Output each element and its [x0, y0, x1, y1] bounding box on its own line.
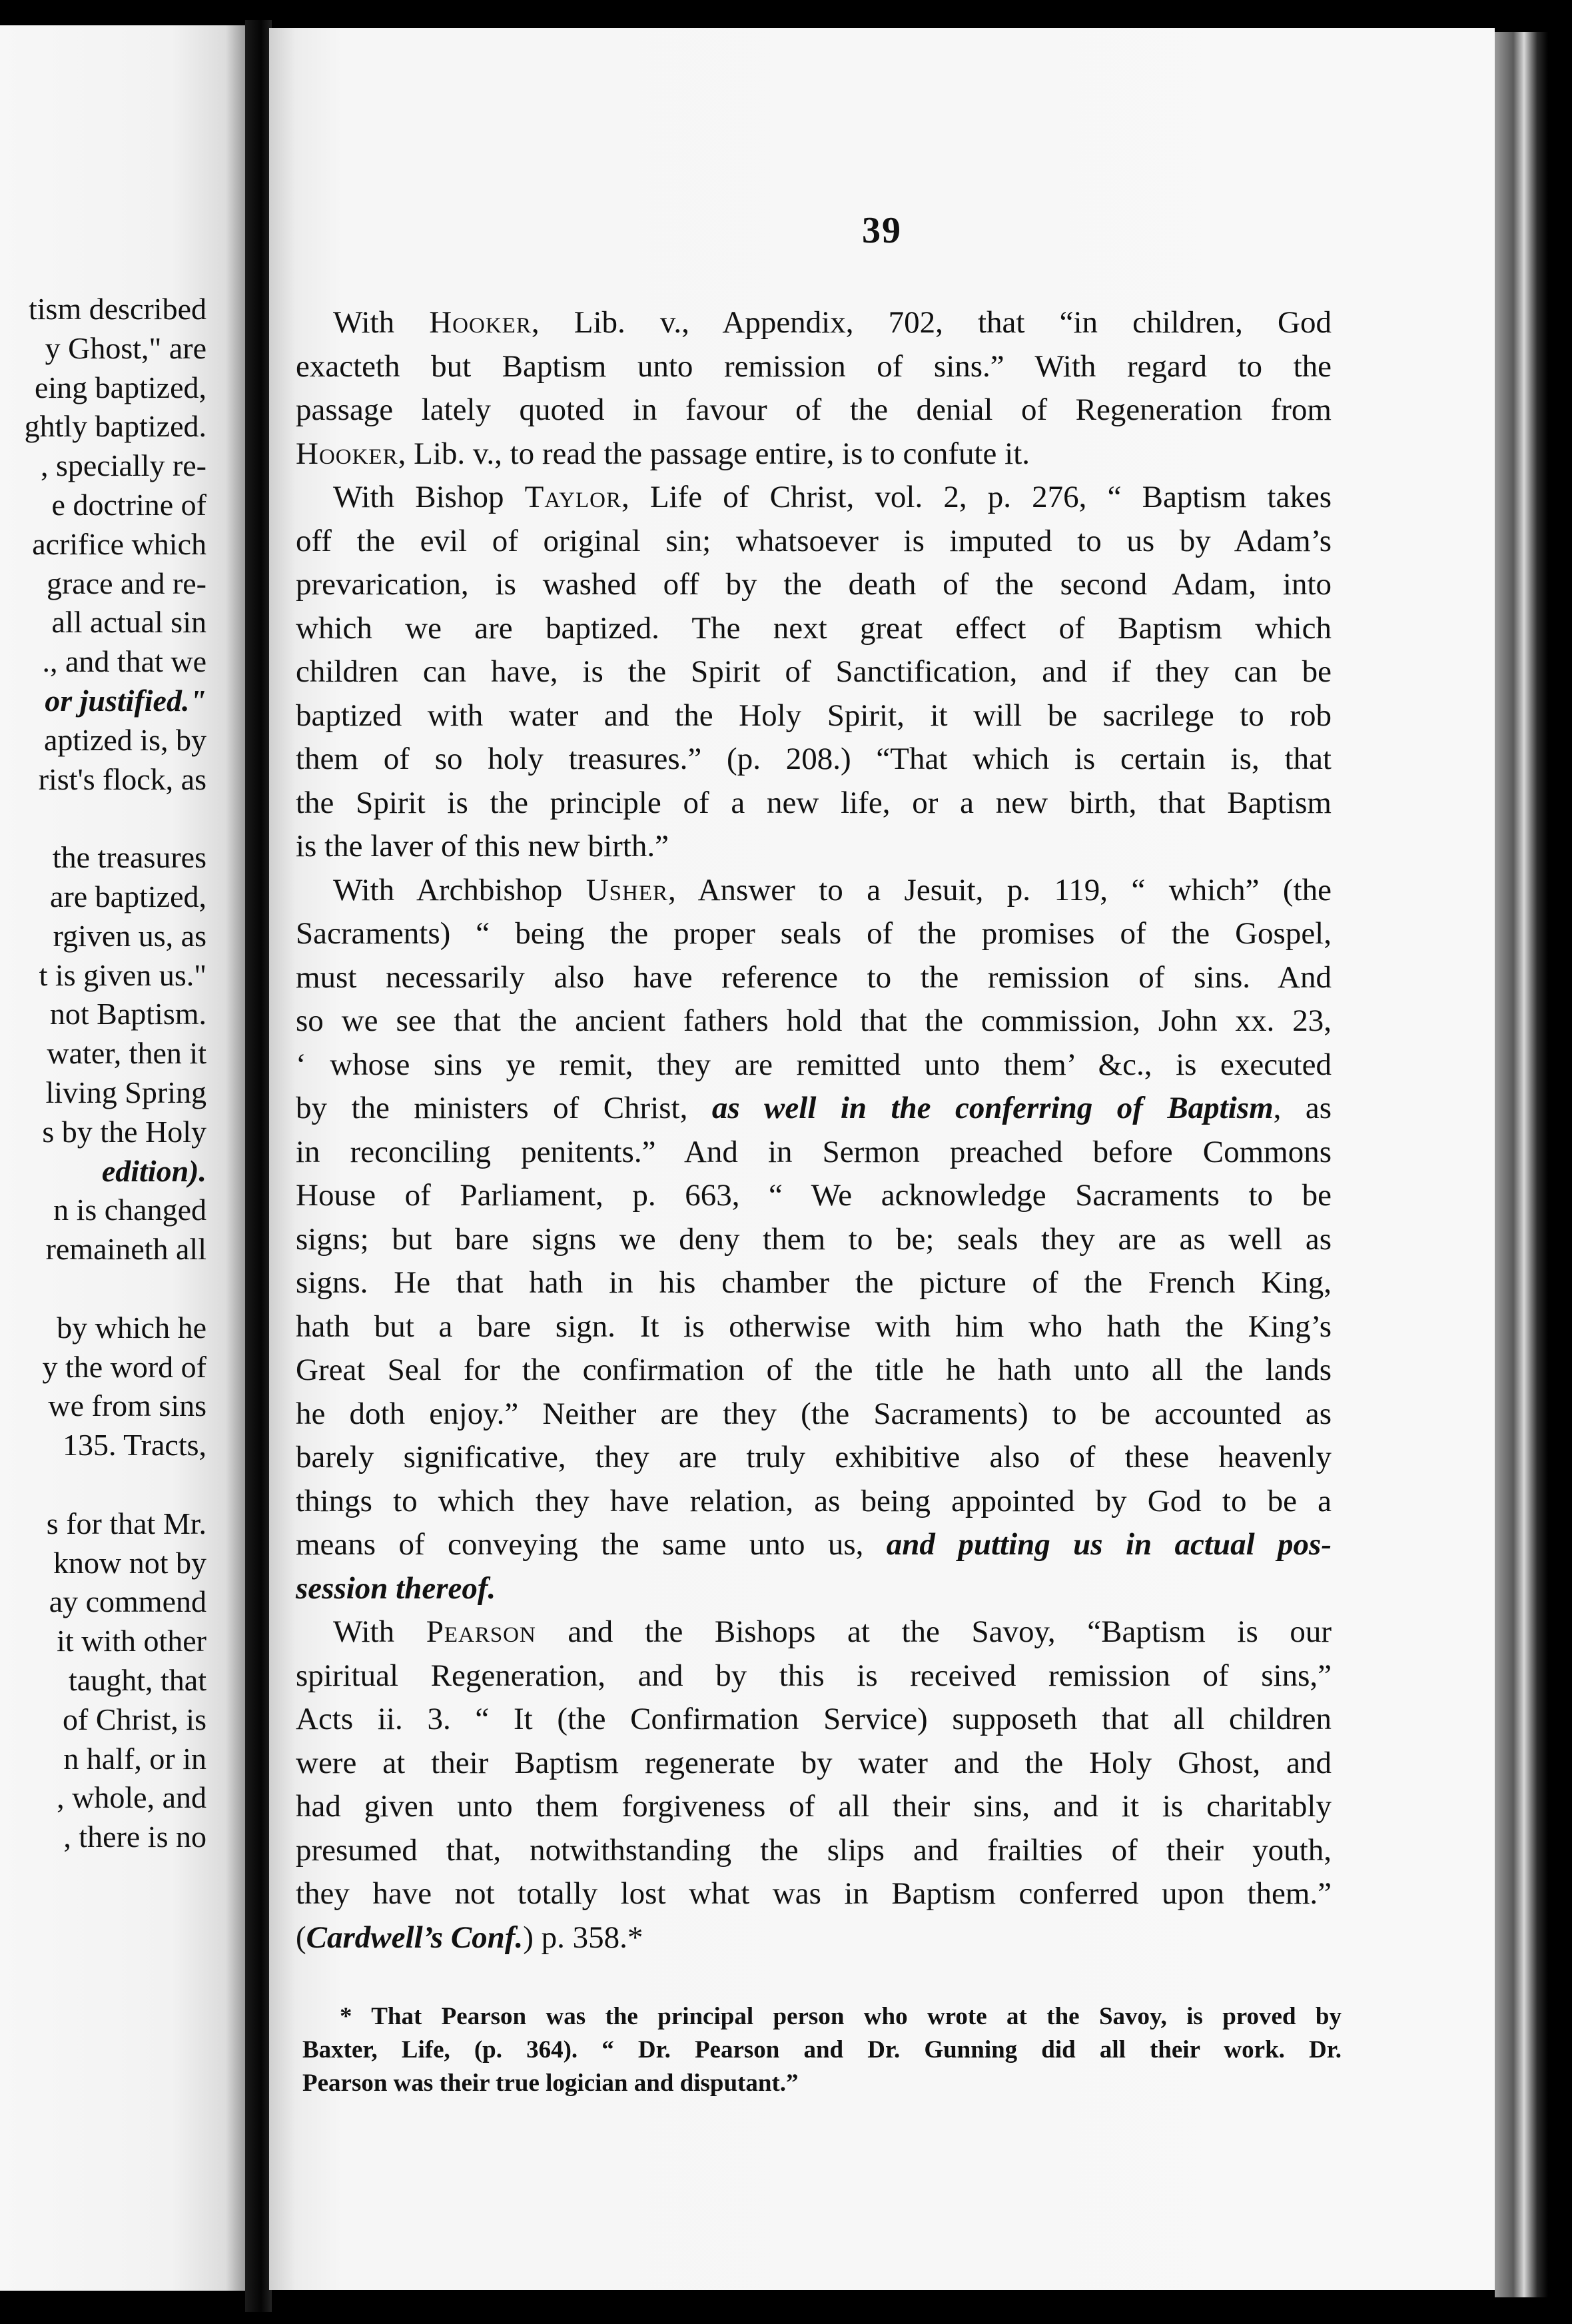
previous-page-line: the treasures — [52, 840, 206, 875]
page-edge — [1495, 32, 1548, 2297]
text-line: hath but a bare sign. It is otherwise with him who hath the King’s — [296, 1309, 1332, 1344]
previous-page-line: s by the Holy — [42, 1114, 206, 1149]
previous-page-line: edition). — [101, 1153, 206, 1188]
text-line: so we see that the ancient fathers hold that the commission, John xx. 23, — [296, 1003, 1332, 1038]
text-line: ‘ whose sins ye remit, they are remitted unto them’ &c., is executed — [296, 1047, 1332, 1082]
previous-page-line: , whole, and — [57, 1780, 206, 1815]
text-line: is the laver of this new birth.” — [296, 829, 669, 864]
previous-page-line: living Spring — [45, 1075, 206, 1109]
previous-page-line: all actual sin — [51, 605, 206, 640]
footnote — [302, 2000, 1342, 2100]
previous-page-line: , there is no — [63, 1820, 206, 1854]
previous-page-line: , specially re- — [40, 448, 206, 483]
text-line: must necessarily also have reference to the remission of sins. And — [296, 959, 1332, 995]
previous-page-line: y the word of — [42, 1349, 206, 1384]
text-line: spiritual Regeneration, and by this is received remission of sins,” — [296, 1658, 1332, 1693]
previous-page-line: not Baptism. — [49, 997, 206, 1031]
text-line: With Bishop Taylor, Life of Christ, vol. 2, p. 276, “ Baptism takes — [333, 480, 1332, 514]
text-line: With Hooker, Lib. v., Appendix, 702, that “in children, God — [333, 305, 1332, 340]
text-line: they have not totally lost what was in Baptism conferred upon them.” — [296, 1876, 1332, 1911]
previous-page-line: it with other — [57, 1624, 206, 1658]
paragraph — [296, 301, 1332, 476]
text-line: had given unto them forgiveness of all their sins, and it is charitably — [296, 1789, 1332, 1824]
text-line: means of conveying the same unto us, and putting us in actual pos- — [296, 1527, 1332, 1562]
text-line: Great Seal for the confirmation of the title he hath unto all the lands — [296, 1353, 1332, 1387]
previous-page-line: ay commend — [49, 1584, 206, 1619]
previous-page-line: s for that Mr. — [46, 1506, 206, 1540]
text-line: prevarication, is washed off by the death of the second Adam, into — [296, 567, 1332, 602]
text-line: the Spirit is the principle of a new life, or a new birth, that Baptism — [296, 785, 1332, 820]
previous-page-line: tism described — [29, 292, 206, 326]
text-line: which we are baptized. The next great effect of Baptism which — [296, 610, 1332, 646]
text-line: (Cardwell’s Conf.) p. 358.* — [296, 1920, 643, 1955]
page — [269, 28, 1495, 2290]
text-line: Hooker, Lib. v., to read the passage entire, is to confute it. — [296, 436, 1030, 471]
text-line: session thereof. — [296, 1570, 496, 1606]
body-text — [296, 301, 1332, 1960]
text-line: things to which they have relation, as being appointed by God to be a — [296, 1483, 1332, 1518]
text-line: exacteth but Baptism unto remission of sins.” With regard to the — [296, 348, 1332, 384]
previous-page-line: rist's flock, as — [38, 762, 206, 796]
previous-page-line: water, then it — [47, 1036, 206, 1071]
page-number: 39 — [862, 210, 902, 251]
paragraph — [296, 1610, 1332, 1960]
text-line: House of Parliament, p. 663, “ We acknowledge Sacraments to be — [296, 1178, 1332, 1213]
text-line: presumed that, notwithstanding the slips and frailties of their youth, — [296, 1832, 1332, 1868]
previous-page-line: e doctrine of — [51, 488, 206, 522]
text-line: off the evil of original sin; whatsoever is imputed to us by Adam’s — [296, 523, 1332, 558]
text-line: With Archbishop Usher, Answer to a Jesuit, p. 119, “ which” (the — [333, 872, 1332, 907]
book-gutter — [245, 20, 272, 2312]
previous-page-line: acrifice which — [32, 526, 206, 561]
text-line: were at their Baptism regenerate by water and the Holy Ghost, and — [296, 1745, 1332, 1780]
text-line: he doth enjoy.” Neither are they (the Sacraments) to be accounted as — [296, 1396, 1332, 1431]
previous-page-line: we from sins — [48, 1389, 206, 1423]
text-line: Acts ii. 3. “ It (the Confirmation Service) supposeth that all children — [296, 1702, 1332, 1736]
previous-page-line: are baptized, — [50, 879, 206, 913]
text-line: children can have, is the Spirit of Sanctification, and if they can be — [296, 654, 1332, 689]
previous-page-line: taught, that — [69, 1663, 206, 1697]
text-line: baptized with water and the Holy Spirit, it will be sacrilege to rob — [296, 698, 1332, 733]
paragraph — [296, 869, 1332, 1611]
text-line: passage lately quoted in favour of the denial of Regeneration from — [296, 392, 1332, 427]
text-line: With Pearson and the Bishops at the Savoy, “Baptism is our — [333, 1614, 1332, 1649]
previous-page-fragment — [0, 25, 245, 2291]
previous-page-line: aptized is, by — [44, 722, 206, 757]
previous-page-line: ghtly baptized. — [24, 409, 206, 444]
text-line: by the ministers of Christ, as well in the conferring of Baptism, as — [296, 1091, 1332, 1125]
previous-page-line: remaineth all — [45, 1232, 206, 1267]
text-line: them of so holy treasures.” (p. 208.) “That which is certain is, that — [296, 742, 1332, 776]
previous-page-line: know not by — [53, 1545, 206, 1580]
footnote-line: Pearson was their true logician and disputant.” — [302, 2069, 799, 2097]
footnote-line: * That Pearson was the principal person who wrote at the Savoy, is proved by — [340, 2003, 1342, 2030]
previous-page-line: ., and that we — [42, 644, 206, 679]
previous-page-line: by which he — [57, 1310, 206, 1345]
text-line: in reconciling penitents.” And in Sermon preached before Commons — [296, 1134, 1332, 1169]
text-line: signs; but bare signs we deny them to be; seals they are as well as — [296, 1221, 1332, 1257]
previous-page-line: eing baptized, — [34, 370, 206, 404]
text-line: Sacraments) “ being the proper seals of the promises of the Gospel, — [296, 916, 1332, 951]
previous-page-line: y Ghost," are — [45, 330, 206, 365]
previous-page-line: n half, or in — [63, 1741, 206, 1776]
previous-page-line: t is given us." — [39, 957, 206, 992]
text-line: signs. He that hath in his chamber the picture of the French King, — [296, 1265, 1332, 1300]
previous-page-line: n is changed — [53, 1193, 206, 1227]
previous-page-line: or justified." — [45, 684, 206, 718]
previous-page-line: 135. Tracts, — [63, 1428, 206, 1462]
previous-page-line: grace and re- — [46, 566, 206, 600]
text-line: barely significative, they are truly exhibitive also of these heavenly — [296, 1440, 1332, 1474]
paragraph — [296, 476, 1332, 869]
footnote-line: Baxter, Life, (p. 364). “ Dr. Pearson and Dr. Gunning did all their work. Dr. — [302, 2036, 1342, 2063]
previous-page-line: of Christ, is — [63, 1702, 206, 1736]
previous-page-line: rgiven us, as — [53, 918, 206, 953]
